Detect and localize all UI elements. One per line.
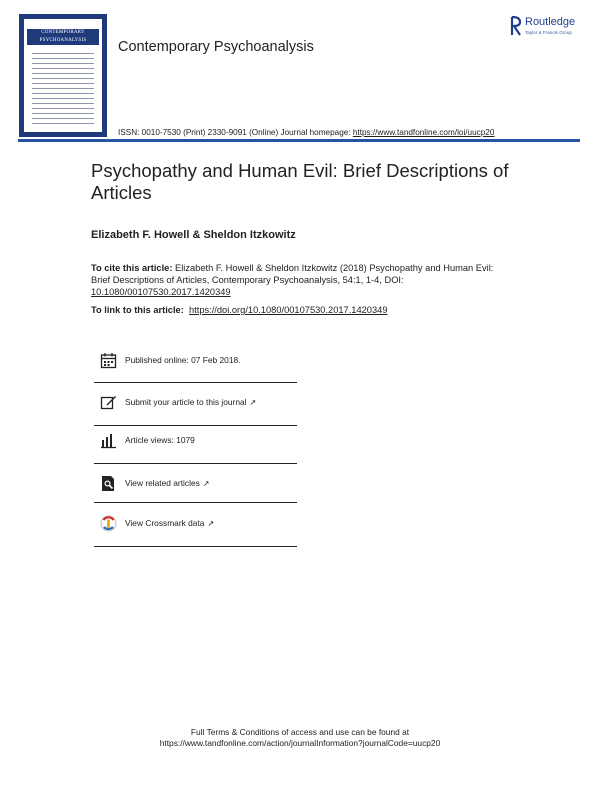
journal-title: Contemporary Psychoanalysis	[118, 39, 314, 55]
publisher-name: Routledge	[525, 16, 576, 28]
external-link-icon: ↗	[202, 478, 210, 488]
journal-homepage-link[interactable]: https://www.tandfonline.com/loi/uucp20	[352, 128, 495, 137]
published-online-text: Published online: 07 Feb 2018.	[125, 355, 241, 365]
routledge-logo-icon	[509, 15, 523, 37]
edit-icon	[99, 393, 117, 411]
submit-article-row[interactable]	[99, 391, 256, 413]
bar-chart-icon	[99, 431, 117, 449]
article-doi-url[interactable]: https://doi.org/10.1080/00107530.2017.1420349	[188, 305, 388, 315]
published-online-row	[99, 349, 240, 371]
search-document-icon	[99, 474, 117, 492]
article-views-row	[99, 429, 195, 451]
link-label: To link to this article:	[91, 305, 184, 315]
publisher-group: Taylor & Francis Group	[525, 30, 572, 35]
issn-text: ISSN: 0010-7530 (Print) 2330-9091 (Online) Journal homepage:	[118, 128, 353, 137]
info-divider	[94, 463, 297, 464]
footer-terms-link[interactable]: https://www.tandfonline.com/action/journalInformation?journalCode=uucp20	[159, 738, 441, 748]
calendar-icon	[99, 351, 117, 369]
related-articles-link[interactable]: View related articles	[125, 478, 200, 488]
publisher-logo	[509, 15, 593, 43]
submit-article-link[interactable]: Submit your article to this journal	[125, 397, 247, 407]
related-articles-row[interactable]	[99, 472, 210, 494]
issn-line	[118, 128, 494, 137]
info-divider	[94, 382, 297, 383]
journal-cover-image	[19, 14, 107, 137]
info-divider	[94, 546, 297, 547]
info-divider	[94, 425, 297, 426]
crossmark-row[interactable]	[99, 512, 214, 534]
cover-band: CONTEMPORARY PSYCHOANALYSIS	[27, 29, 99, 45]
footer	[0, 727, 600, 749]
citation-block	[91, 262, 511, 298]
article-authors: Elizabeth F. Howell & Sheldon Itzkowitz	[91, 229, 296, 241]
crossmark-link[interactable]: View Crossmark data	[125, 518, 205, 528]
crossmark-icon	[99, 514, 117, 532]
info-divider	[94, 502, 297, 503]
article-link-line	[91, 305, 388, 315]
citation-doi-link[interactable]: 10.1080/00107530.2017.1420349	[91, 287, 231, 297]
external-link-icon: ↗	[249, 397, 257, 407]
citation-text: Elizabeth F. Howell & Sheldon Itzkowitz (2018) Psychopathy and Human Evil: Brief Descriptions of Articles, Contemporary Psychoanalysis, 54:1, 1-4, DOI:	[91, 263, 494, 285]
header-divider	[18, 139, 580, 142]
article-views-text: Article views: 1079	[125, 435, 195, 445]
article-title: Psychopathy and Human Evil: Brief Descriptions of Articles	[91, 160, 509, 203]
footer-terms-text: Full Terms & Conditions of access and use can be found at	[190, 727, 410, 737]
external-link-icon: ↗	[207, 518, 215, 528]
citation-label: To cite this article:	[91, 263, 173, 273]
